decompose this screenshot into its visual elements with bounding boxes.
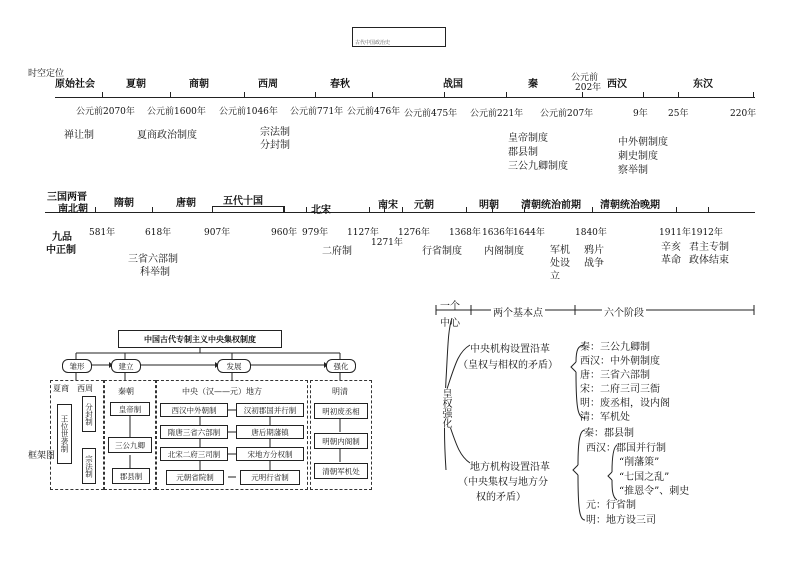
era-wudai: 五代十国 — [223, 196, 263, 207]
date-202-bottom: 202年 — [575, 83, 602, 93]
local-item-xihan: 西汉：郡国并行制 — [586, 443, 666, 454]
box-junjichu: 清朝军机处 — [314, 463, 368, 479]
center-line2: 中心 — [440, 318, 460, 329]
date-221: 公元前221年 — [470, 109, 524, 119]
box-huangdi: 皇帝制 — [110, 402, 150, 416]
box-wangwei: 王位世袭制 — [57, 404, 72, 464]
box-junguo: 汉初郡国并行制 — [236, 403, 304, 417]
era-chunqiu: 春秋 — [330, 79, 350, 90]
era-nansong: 南宋 — [378, 200, 398, 211]
box-feichengxiang: 明初废丞相 — [314, 403, 368, 419]
box-zhongwaichao: 西汉中外朝制 — [160, 403, 228, 417]
local-item-qiguo: “七国之乱” — [619, 472, 670, 483]
event-yapian-1: 鸦片 — [584, 245, 604, 256]
central-item-qing: 清：军机处 — [580, 412, 630, 423]
box-junxian: 郡县制 — [112, 468, 150, 484]
system-shanrang: 禅让制 — [64, 130, 94, 141]
central-item-ming: 明：废丞相，设内阁 — [580, 398, 670, 409]
era-xihan: 西汉 — [607, 79, 627, 90]
wudai-bracket — [212, 206, 285, 213]
box-neigezhi: 明朝内阁制 — [314, 433, 368, 449]
box-sangong: 三公九卿 — [108, 437, 152, 453]
system-xingsheng: 行省制度 — [422, 246, 462, 257]
date-1271: 1271年 — [371, 238, 403, 248]
system-neige: 内阁制度 — [484, 246, 524, 257]
date-207: 公元前207年 — [540, 109, 594, 119]
system-erfu: 二府制 — [322, 246, 352, 257]
central-item-tang: 唐：三省六部制 — [580, 370, 650, 381]
local-title: 地方机构设置沿革 — [470, 462, 550, 473]
date-1840: 1840年 — [575, 228, 607, 238]
system-junxian: 郡县制 — [508, 147, 538, 158]
date-1644: 1644年 — [513, 228, 545, 238]
era-qin: 秦 — [528, 79, 538, 90]
era-sui: 隋朝 — [114, 198, 134, 209]
system-xiashang: 夏商政治制度 — [137, 130, 197, 141]
six-stages-label: 六个阶段 — [602, 304, 646, 319]
event-end-2: 政体结束 — [689, 255, 729, 266]
era-nanbei: 南北朝 — [58, 204, 88, 215]
stage-qianghua: 强化 — [326, 359, 356, 373]
local-item-xiaofan: “削藩策” — [619, 457, 660, 468]
date-1636: 1636年 — [482, 228, 514, 238]
date-1911: 1911年 — [659, 228, 691, 238]
event-xinhai-2: 革命 — [661, 255, 681, 266]
central-item-xihan: 西汉：中外朝制度 — [580, 356, 660, 367]
era-donghan: 东汉 — [693, 79, 713, 90]
date-581: 581年 — [89, 228, 116, 238]
left-diagram-title: 中国古代专制主义中央集权制度 — [118, 330, 282, 348]
era-shang: 商朝 — [189, 79, 209, 90]
date-25: 25年 — [668, 109, 689, 119]
era-xizhou: 西周 — [258, 79, 278, 90]
era-yuanshi: 原始社会 — [55, 79, 95, 90]
local-item-yuan: 元：行省制 — [586, 500, 636, 511]
system-zhongwai: 中外朝制度 — [618, 137, 668, 148]
label-mingqing: 明清 — [332, 387, 348, 396]
event-yapian-2: 战争 — [584, 258, 604, 269]
two-points-label: 两个基本点 — [491, 304, 545, 319]
label-xizhou: 西周 — [77, 384, 93, 393]
date-1600: 公元前1600年 — [147, 107, 206, 117]
system-cishi: 刺史制度 — [618, 151, 658, 162]
central-item-qin: 秦：三公九卿制 — [580, 342, 650, 353]
side-label-framework: 框架图 — [28, 451, 56, 461]
era-sanguo: 三国两晋 — [47, 192, 87, 203]
date-1368: 1368年 — [449, 228, 481, 238]
date-475: 公元前475年 — [404, 109, 458, 119]
box-fanzhen: 唐后期藩镇 — [236, 425, 304, 439]
system-huangdi: 皇帝制度 — [508, 133, 548, 144]
local-sub-1: （中央集权与地方分 — [458, 477, 548, 488]
event-xinhai-1: 辛亥 — [661, 242, 681, 253]
system-zongfa: 宗法制 — [260, 127, 290, 138]
era-qing-early: 清朝统治前期 — [521, 200, 581, 211]
system-fenfeng: 分封制 — [260, 140, 290, 151]
date-2070: 公元前2070年 — [76, 107, 135, 117]
local-sub-2: 权的矛盾） — [476, 492, 526, 503]
stage-jianli: 建立 — [111, 359, 141, 373]
box-zongfa: 宗法制 — [82, 448, 96, 484]
era-beisong: 北宋 — [311, 205, 331, 216]
box-songfenquan: 宋地方分权制 — [236, 447, 304, 461]
system-junji-1: 军机 — [550, 245, 570, 256]
central-item-song: 宋：二府三司三衙 — [580, 384, 660, 395]
local-item-tuien: “推恩令”、刺史 — [619, 486, 690, 497]
center-line1: 一个 — [440, 301, 460, 312]
era-xia: 夏朝 — [126, 79, 146, 90]
label-develop-header: 中央（汉——元）地方 — [182, 387, 262, 396]
date-1127: 1127年 — [347, 228, 379, 238]
box-suitang: 隋唐三省六部制 — [160, 425, 228, 439]
central-sub: （皇权与相权的矛盾） — [458, 360, 558, 371]
date-979: 979年 — [302, 228, 329, 238]
date-1912: 1912年 — [691, 228, 723, 238]
date-771: 公元前771年 — [290, 107, 344, 117]
date-476: 公元前476年 — [347, 107, 401, 117]
system-sangong: 三公九卿制度 — [508, 161, 568, 172]
system-junji-3: 立 — [550, 271, 560, 282]
date-220: 220年 — [730, 109, 757, 119]
central-title: 中央机构设置沿革 — [470, 344, 550, 355]
box-yuanmingxingsheng: 元明行省制 — [240, 470, 300, 485]
local-item-ming: 明：地方设三司 — [586, 515, 656, 526]
era-zhanguo: 战国 — [443, 79, 463, 90]
event-end-1: 君主专制 — [689, 242, 729, 253]
date-1046: 公元前1046年 — [219, 107, 278, 117]
system-junji-2: 处设 — [550, 258, 570, 269]
local-item-qin: 秦：郡县制 — [584, 428, 634, 439]
label-qinchao: 秦朝 — [118, 387, 134, 396]
era-yuan: 元朝 — [414, 200, 434, 211]
box-shengyuan: 元朝省院制 — [166, 470, 224, 485]
date-907: 907年 — [204, 228, 231, 238]
date-202-top: 公元前 — [571, 73, 599, 83]
vertical-label: 皇权强化 — [440, 388, 451, 428]
stage-fazhan: 发展 — [217, 359, 251, 373]
side-label-timeline: 时空定位 — [28, 69, 65, 79]
date-960: 960年 — [271, 228, 298, 238]
stage-chuxing: 雏形 — [62, 359, 92, 373]
title-box-text: 古代中国政治史 — [355, 40, 391, 46]
box-erfusansi: 北宋二府三司制 — [160, 447, 228, 461]
system-sansheng: 三省六部制 — [128, 254, 178, 265]
system-jiupin-2: 中正制 — [46, 245, 76, 256]
system-jiupin-1: 九品 — [52, 232, 72, 243]
label-xiashang: 夏商 — [53, 384, 69, 393]
era-tang: 唐朝 — [176, 198, 196, 209]
date-9: 9年 — [633, 109, 648, 119]
era-qing-late: 清朝统治晚期 — [600, 200, 660, 211]
box-fenfeng: 分封制 — [82, 396, 96, 432]
system-chaju: 察举制 — [618, 165, 648, 176]
system-keju: 科举制 — [140, 267, 170, 278]
date-1276: 1276年 — [398, 228, 430, 238]
era-ming: 明朝 — [479, 200, 499, 211]
date-618: 618年 — [145, 228, 172, 238]
